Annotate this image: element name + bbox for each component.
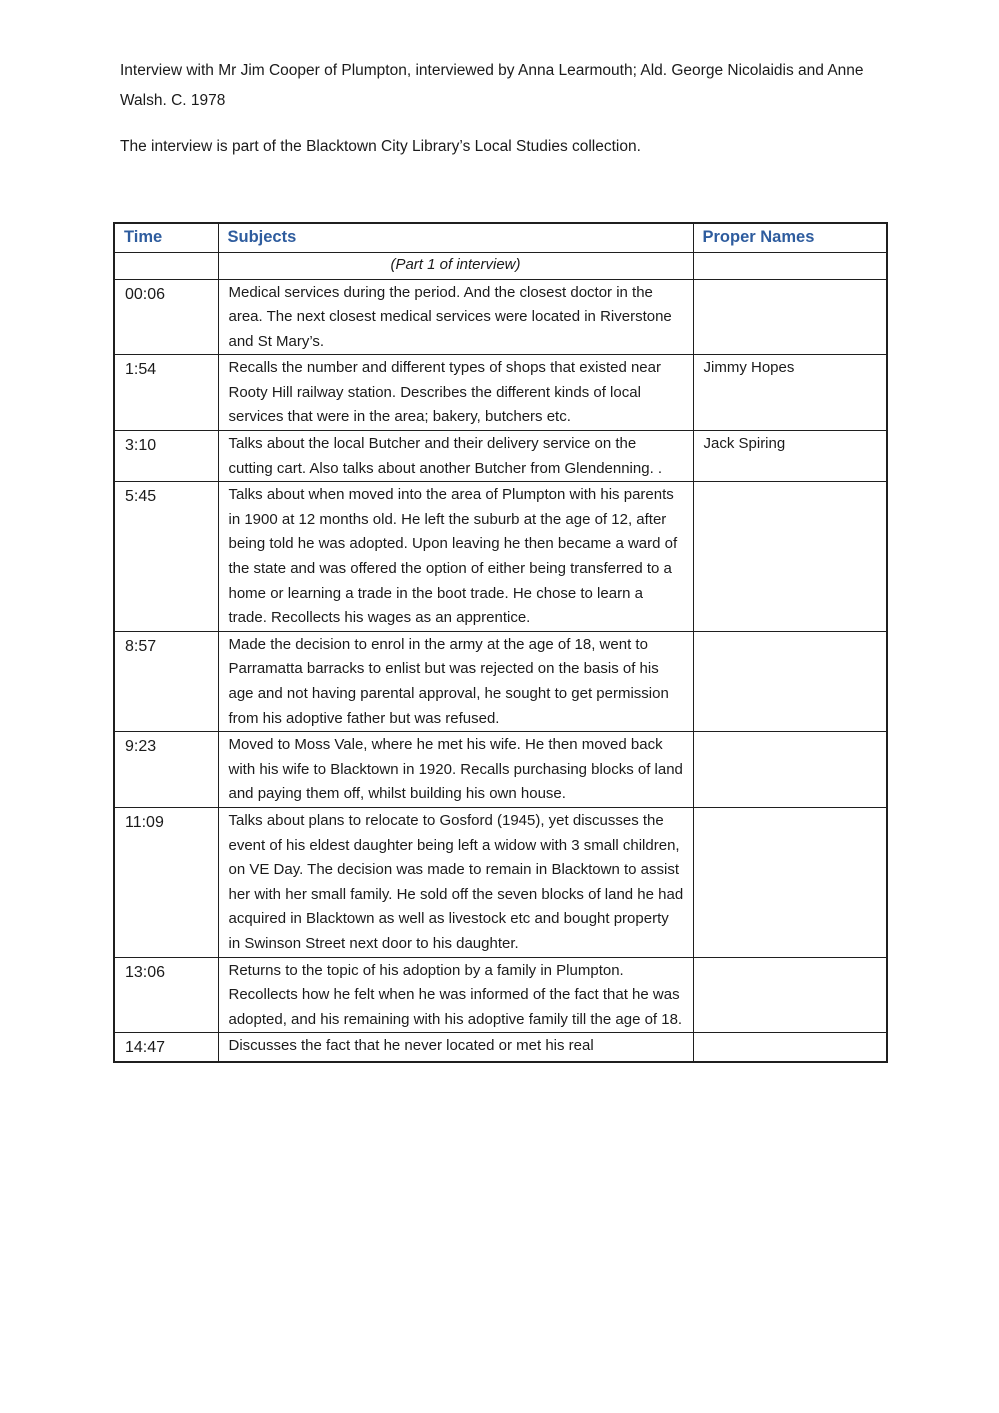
table-header-row xyxy=(114,223,887,253)
table-row xyxy=(114,732,887,808)
time-cell: 9:23 xyxy=(114,732,218,808)
table-row xyxy=(114,957,887,1033)
time-cell: 5:45 xyxy=(114,482,218,632)
table-row xyxy=(114,807,887,957)
proper-names-cell xyxy=(693,732,887,808)
time-cell: 13:06 xyxy=(114,957,218,1033)
collection-note: The interview is part of the Blacktown City Library’s Local Studies collection. xyxy=(120,138,641,155)
proper-names-cell xyxy=(693,957,887,1033)
subject-cell: Medical services during the period. And the closest doctor in the area. The next closest medical services were located in Riverstone and St Mary’s. xyxy=(218,279,693,355)
subject-cell: Returns to the topic of his adoption by a family in Plumpton. Recollects how he felt when he was informed of the fact that he was adopted, and his remaining with his adoptive family till the age of 18. xyxy=(218,957,693,1033)
subject-cell: Talks about when moved into the area of Plumpton with his parents in 1900 at 12 months old. He left the suburb at the age of 12, after being told he was adopted. Upon leaving he then became a ward of the state and was offered the option of either being transferred to a home or learning a trade in the boot trade. He chose to learn a trade. Recollects his wages as an apprentice. xyxy=(218,482,693,632)
time-cell: 3:10 xyxy=(114,431,218,482)
proper-names-cell xyxy=(693,482,887,632)
table-row xyxy=(114,431,887,482)
document-title: Interview with Mr Jim Cooper of Plumpton, interviewed by Anna Learmouth; Ald. George Nicolaidis and Anne Walsh. C. 1978 xyxy=(120,62,864,109)
time-cell: 11:09 xyxy=(114,807,218,957)
time-cell: 00:06 xyxy=(114,279,218,355)
proper-names-cell xyxy=(693,1033,887,1063)
column-header-subjects: Subjects xyxy=(218,223,693,253)
subject-cell: Talks about the local Butcher and their delivery service on the cutting cart. Also talks about another Butcher from Glendenning. . xyxy=(218,431,693,482)
table-row xyxy=(114,482,887,632)
section-label: (Part 1 of interview) xyxy=(218,253,693,280)
subject-cell: Moved to Moss Vale, where he met his wife. He then moved back with his wife to Blacktown in 1920. Recalls purchasing blocks of land and paying them off, whilst building his own house. xyxy=(218,732,693,808)
proper-names-cell: Jack Spiring xyxy=(693,431,887,482)
table-row xyxy=(114,355,887,431)
subject-cell: Discusses the fact that he never located or met his real xyxy=(218,1033,693,1063)
section-row xyxy=(114,253,887,280)
time-cell: 1:54 xyxy=(114,355,218,431)
proper-names-cell xyxy=(693,807,887,957)
subject-cell: Recalls the number and different types of shops that existed near Rooty Hill railway station. Describes the different kinds of local services that were in the area; bakery, butchers etc. xyxy=(218,355,693,431)
empty-proper-names-cell xyxy=(693,253,887,280)
column-header-proper-names: Proper Names xyxy=(693,223,887,253)
interview-log-table xyxy=(113,222,888,1063)
proper-names-cell: Jimmy Hopes xyxy=(693,355,887,431)
table-row xyxy=(114,1033,887,1063)
column-header-time: Time xyxy=(114,223,218,253)
time-cell: 14:47 xyxy=(114,1033,218,1063)
table-row xyxy=(114,631,887,731)
time-cell: 8:57 xyxy=(114,631,218,731)
proper-names-cell xyxy=(693,279,887,355)
subject-cell: Made the decision to enrol in the army at the age of 18, went to Parramatta barracks to enlist but was rejected on the basis of his age and not having parental approval, he sought to get permission from his adoptive father but was refused. xyxy=(218,631,693,731)
proper-names-cell xyxy=(693,631,887,731)
empty-time-cell xyxy=(114,253,218,280)
subject-cell: Talks about plans to relocate to Gosford (1945), yet discusses the event of his eldest daughter being left a widow with 3 small children, on VE Day. The decision was made to remain in Blacktown to assist her with her small family. He sold off the seven blocks of land he had acquired in Blacktown as well as livestock etc and bought property in Swinson Street next door to his daughter. xyxy=(218,807,693,957)
table-row xyxy=(114,279,887,355)
